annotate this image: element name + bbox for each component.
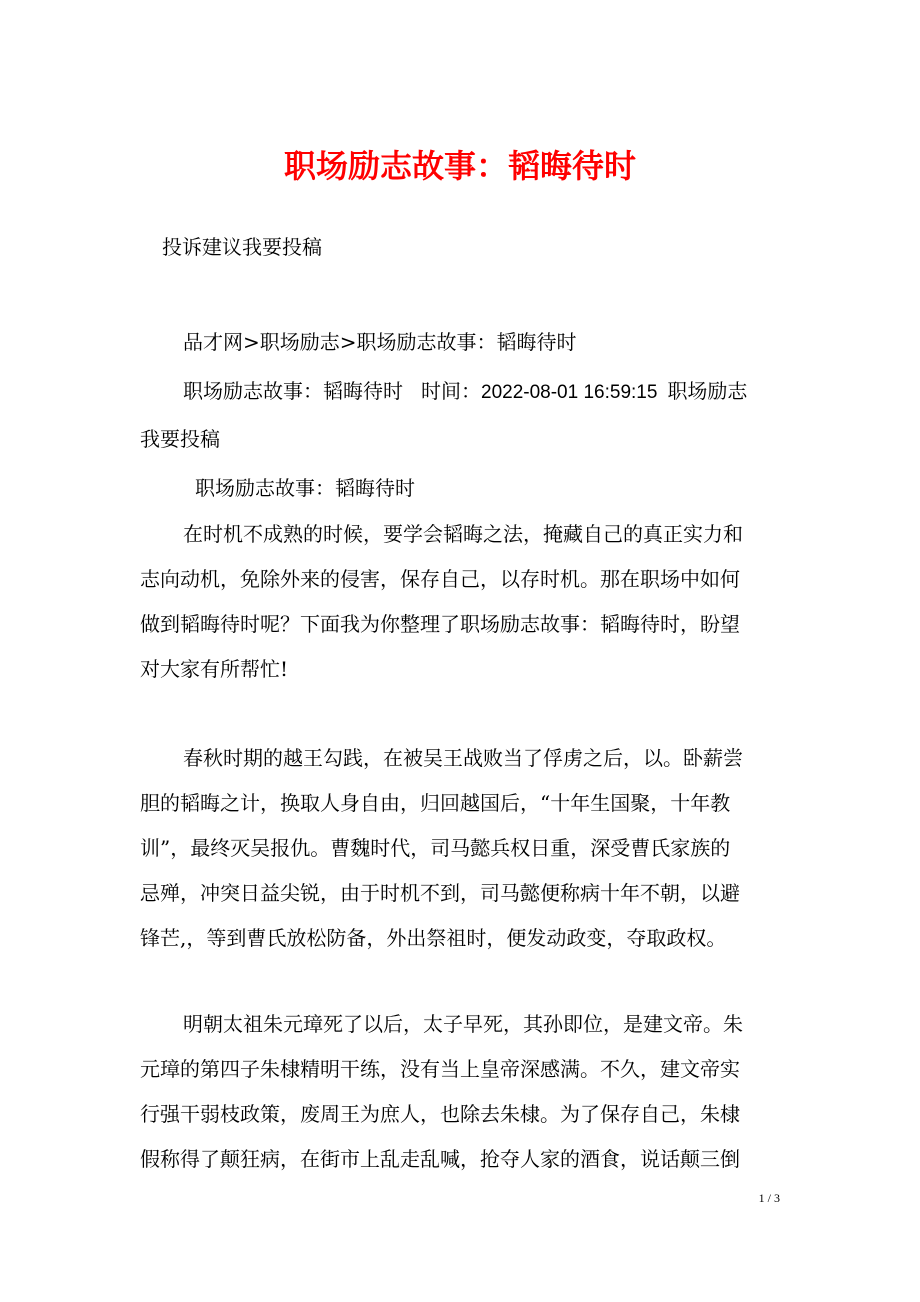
breadcrumb[interactable]: 品才网>职场励志>职场励志故事：韬晦待时 (183, 330, 577, 354)
paragraph-line: 忌殚，冲突日益尖锐，由于时机不到，司马懿便称病十年不朝，以避 (140, 881, 740, 905)
meta-article-title: 职场励志故事：韬晦待时 (183, 379, 403, 403)
paragraph-line: 做到韬晦待时呢？下面我为你整理了职场励志故事：韬晦待时，盼望 (140, 612, 740, 636)
meta-category[interactable]: 职场励志 (667, 379, 748, 403)
paragraph-line: 锋芒,，等到曹氏放松防备，外出祭祖时，便发动政变，夺取政权。 (140, 926, 727, 950)
paragraph-goujian (140, 736, 780, 961)
paragraph-line: 元璋的第四子朱棣精明干练，没有当上皇帝深感满。不久，建文帝实 (140, 1057, 740, 1081)
paragraph-intro (140, 512, 780, 692)
paragraph-zhudi (140, 1002, 780, 1182)
paragraph-line: 行强干弱枝政策，废周王为庶人，也除去朱棣。为了保存自己，朱棣 (140, 1102, 740, 1126)
paragraph-line: 在时机不成熟的时候，要学会韬晦之法，掩藏自己的真正实力和 (183, 522, 743, 546)
paragraph-line: 训”，最终灭吴报仇。曹魏时代，司马懿兵权日重，深受曹氏家族的 (140, 836, 731, 860)
page-number: 1 / 3 (758, 1191, 780, 1205)
document-title: 职场励志故事：韬晦待时 (283, 147, 636, 185)
paragraph-line: 春秋时期的越王勾践，在被吴王战败当了俘虏之后，以。卧薪尝 (183, 746, 743, 770)
top-links[interactable]: 投诉建议我要投稿 (162, 235, 322, 259)
paragraph-line: 明朝太祖朱元璋死了以后，太子早死，其孙即位，是建文帝。朱 (183, 1012, 743, 1036)
article-subtitle: 职场励志故事：韬晦待时 (195, 476, 415, 500)
paragraph-line: 胆的韬晦之计，换取人身自由，归回越国后，“十年生国聚，十年教 (140, 791, 731, 815)
paragraph-line: 志向动机，免除外来的侵害，保存自己，以存时机。那在职场中如何 (140, 567, 740, 591)
paragraph-line: 对大家有所帮忙! (140, 657, 289, 681)
submit-link[interactable]: 我要投稿 (140, 427, 220, 451)
paragraph-line: 假称得了颠狂病，在街市上乱走乱喊，抢夺人家的酒食，说话颠三倒 (140, 1147, 740, 1171)
meta-time-value: 2022-08-01 16:59:15 (481, 382, 658, 403)
meta-time-label: 时间： (421, 379, 481, 403)
article-meta (183, 377, 823, 407)
